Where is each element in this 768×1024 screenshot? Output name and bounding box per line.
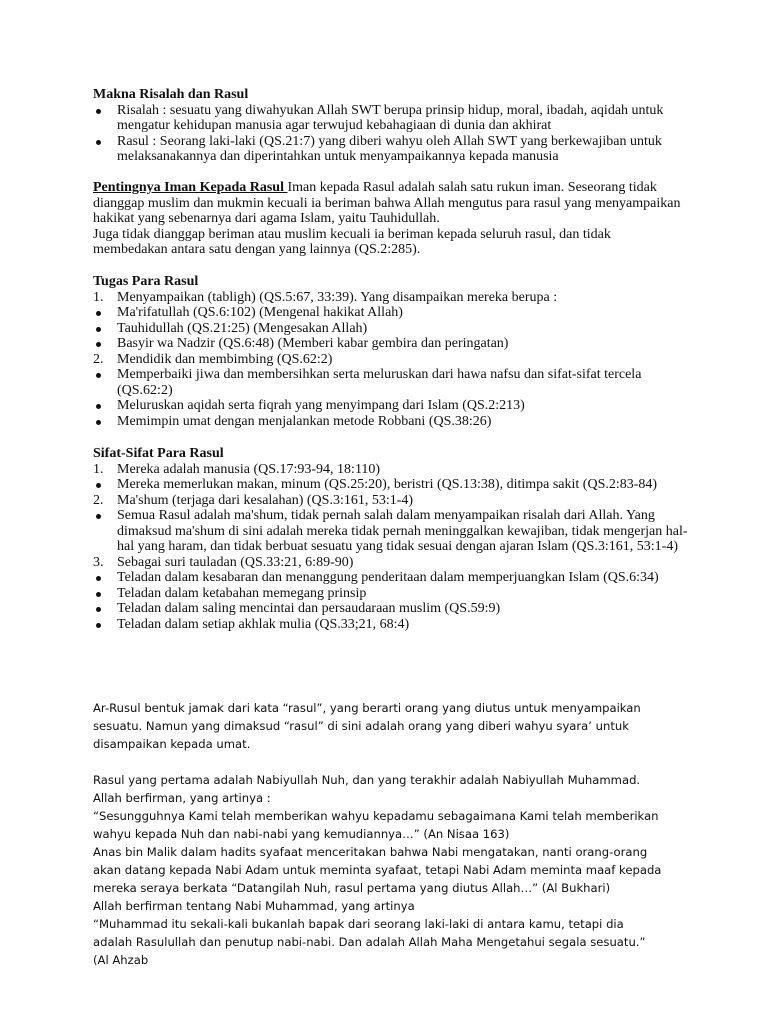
bullet-icon: [96, 109, 101, 114]
bullet-icon: [96, 576, 101, 581]
list-item: [93, 555, 693, 571]
list-number: 3.: [93, 554, 104, 570]
item-text: Basyir wa Nadzir (QS.6:48) (Memberi kabar gembira dan peringatan): [117, 336, 509, 351]
item-text: Sebagai suri tauladan (QS.33:21, 6:89-90): [117, 554, 354, 570]
bullet-icon: [96, 623, 101, 628]
item-text: Mereka memerlukan makan, minum (QS.25:20), beristri (QS.13:38), ditimpa sakit (QS.2:83-84): [117, 477, 658, 492]
item-text: Teladan dalam setiap akhlak mulia (QS.33;21, 68:4): [117, 616, 410, 632]
section-makna-risalah: [93, 87, 693, 165]
item-text: Meluruskan aqidah serta fiqrah yang menyimpang dari Islam (QS.2:213): [117, 398, 525, 413]
item-text: Ma'shum (terjaga dari kesalahan) (QS.3:161, 53:1-4): [117, 492, 414, 508]
paragraph: Rasul yang pertama adalah Nabiyullah Nuh, dan yang terakhir adalah Nabiyullah Muhammad. Allah berfirman, yang artinya :: [93, 773, 641, 805]
list-item: [93, 352, 693, 368]
item-text: Teladan dalam ketabahan memegang prinsip: [117, 585, 367, 601]
item-text: Mendidik dan membimbing (QS.62:2): [117, 351, 333, 367]
paragraph: Anas bin Malik dalam hadits syafaat menceritakan bahwa Nabi mengatakan, nanti orang-orang akan datang kepada Nabi Adam untuk meminta syafaat, tetapi Nabi Adam meminta maaf kepada mereka seraya berkata “Datangilah Nuh, rasul pertama yang diutus Allah…” (Al Bukhari): [93, 845, 662, 895]
bullet-icon: [96, 420, 101, 425]
spacer: [93, 753, 663, 771]
section-pentingnya-iman: [93, 180, 683, 258]
section-ar-rusul: [93, 699, 663, 969]
list-item: [93, 305, 693, 321]
paragraph: Ar-Rusul bentuk jamak dari kata “rasul”, yang berarti orang yang diutus untuk menyampaikan sesuatu. Namun yang dimaksud “rasul” di sini adalah orang yang diberi wahyu syara’ untuk disampaikan kepada umat.: [93, 701, 641, 751]
item-text: Mereka adalah manusia (QS.17:93-94, 18:110): [117, 461, 381, 477]
list-item: [93, 601, 693, 617]
quote: “Muhammad itu sekali-kali bukanlah bapak dari seorang laki-laki di antara kamu, tetapi dia adalah Rasulullah dan penutup nabi-nabi. Dan adalah Allah Maha Mengetahui segala sesuatu.” (Al Ahzab: [93, 917, 646, 967]
list-number: 2.: [93, 492, 104, 508]
list-item: [93, 103, 693, 134]
list-item: [93, 414, 693, 430]
item-text: Risalah : sesuatu yang diwahyukan Allah SWT berupa prinsip hidup, moral, ibadah, aqidah untuk mengatur kehidupan manusia agar terwujud kebahagiaan di dunia dan akhirat: [117, 102, 664, 133]
list-item: [93, 617, 693, 633]
list-item: [93, 586, 693, 602]
list-item: [93, 367, 693, 398]
paragraph: [93, 180, 683, 227]
bullet-icon: [96, 140, 101, 145]
item-text: Tauhidullah (QS.21:25) (Mengesakan Allah): [117, 320, 368, 336]
list-item: [93, 477, 693, 493]
list-number: 1.: [93, 461, 104, 477]
list-number: 2.: [93, 351, 104, 367]
item-text: Rasul : Seorang laki-laki (QS.21:7) yang diberi wahyu oleh Allah SWT yang berkewajiban untuk melaksanakannya dan diperintahkan untuk menyampaikannya kepada manusia: [117, 133, 662, 164]
heading-tugas-rasul: Tugas Para Rasul: [93, 274, 199, 289]
section-sifat-rasul: [93, 446, 693, 632]
item-text: Semua Rasul adalah ma'shum, tidak pernah salah dalam menyampaikan risalah dari Allah. Yang dimaksud ma'shum di sini adalah mereka tidak pernah meninggalkan kewajiban, tidak mengerjan hal-hal yang haram, dan tidak berbuat sesuatu yang tidak sesuai dengan ajaran Islam (QS.3:161, 53:1-4): [117, 508, 688, 554]
heading-sifat-rasul: Sifat-Sifat Para Rasul: [93, 446, 224, 461]
bullet-icon: [96, 342, 101, 347]
list-item: [93, 134, 693, 165]
bullet-icon: [96, 311, 101, 316]
paragraph: Allah berfirman tentang Nabi Muhammad, yang artinya: [93, 899, 415, 913]
bullet-icon: [96, 404, 101, 409]
item-text: Memimpin umat dengan menjalankan metode Robbani (QS.38:26): [117, 413, 492, 429]
item-text: Memperbaiki jiwa dan membersihkan serta meluruskan dari hawa nafsu dan sifat-sifat tercela (QS.62:2): [117, 367, 642, 398]
list-item: [93, 336, 693, 352]
item-text: Teladan dalam saling mencintai dan persaudaraan muslim (QS.59:9): [117, 601, 501, 616]
item-text: Ma'rifatullah (QS.6:102) (Mengenal hakikat Allah): [117, 305, 403, 320]
heading-makna-risalah: Makna Risalah dan Rasul: [93, 87, 249, 102]
item-text: Menyampaikan (tabligh) (QS.5:67, 33:39). Yang disampaikan mereka berupa :: [117, 289, 558, 305]
list-item: [93, 290, 693, 306]
list-item: [93, 398, 693, 414]
bullet-icon: [96, 483, 101, 488]
list-item: [93, 462, 693, 478]
bullet-icon: [96, 607, 101, 612]
list-item: [93, 508, 693, 555]
item-text: Teladan dalam kesabaran dan menanggung penderitaan dalam memperjuangkan Islam (QS.6:34): [117, 570, 659, 585]
bullet-icon: [96, 373, 101, 378]
heading-pentingnya-iman: Pentingnya Iman Kepada Rasul: [93, 180, 288, 195]
quote: “Sesungguhnya Kami telah memberikan wahyu kepadamu sebagaimana Kami telah memberikan wahyu kepada Nuh dan nabi-nabi yang kemudiannya…” (An Nisaa 163): [93, 809, 659, 841]
paragraph: Juga tidak dianggap beriman atau muslim kecuali ia beriman kepada seluruh rasul, dan tidak membedakan antara satu dengan yang lainnya (QS.2:285).: [93, 226, 611, 257]
paragraph-text: Iman kepada Rasul adalah salah satu rukun iman. Seseorang tidak dianggap muslim dan mukmin kecuali ia beriman bahwa Allah mengutus para rasul yang menyampaikan hakikat yang sebenarnya dari agama Islam, yaitu Tauhidullah.: [93, 180, 681, 226]
bullet-icon: [96, 327, 101, 332]
section-tugas-rasul: [93, 274, 693, 429]
list-item: [93, 570, 693, 586]
list-number: 1.: [93, 289, 104, 305]
bullet-icon: [96, 514, 101, 519]
bullet-icon: [96, 592, 101, 597]
list-item: [93, 493, 693, 509]
list-item: [93, 321, 693, 337]
